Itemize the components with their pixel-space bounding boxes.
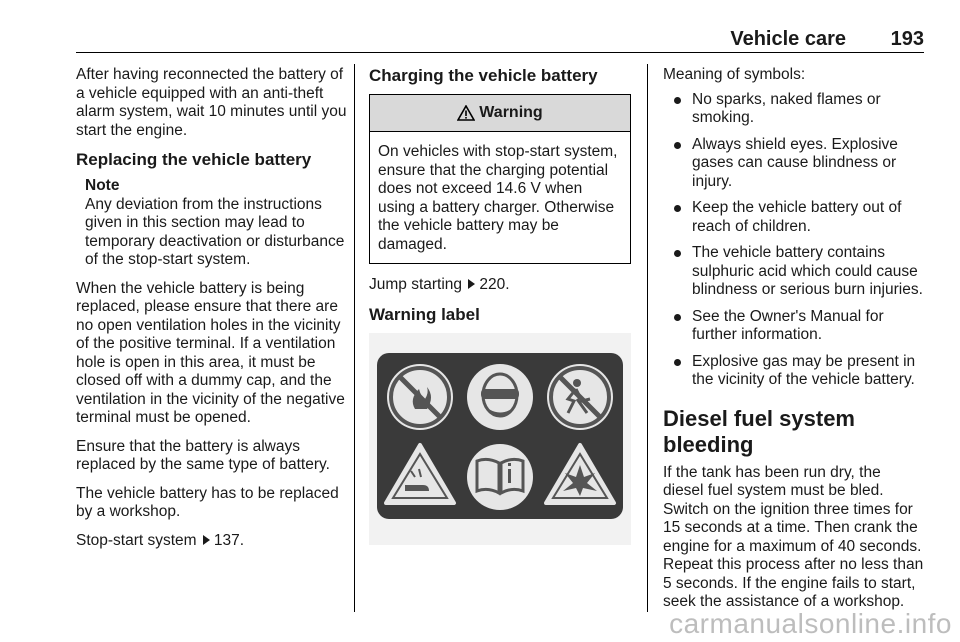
warning-label-image	[369, 333, 631, 545]
section-title: Vehicle care	[730, 28, 846, 50]
paragraph: Ensure that the battery is always replaced by the same type of battery.	[76, 437, 330, 473]
xref-page: 220.	[479, 276, 510, 293]
page-number: 193	[890, 28, 924, 50]
paragraph: When the vehicle battery is being replaced, please ensure that there are no open ventilation holes in the vicinity of the positive terminal. If a ventilation hole is open in this area, it must be closed off with a dummy cap, and the ventilation in the vicinity of the negative terminal must be opened.	[76, 279, 345, 426]
list-item: See the Owner's Manual for further information.	[663, 308, 925, 345]
warning-header	[370, 95, 630, 132]
heading-charging-battery: Charging the vehicle battery	[369, 66, 598, 85]
warning-label-panel	[377, 353, 623, 519]
page-ref-arrow-icon	[468, 279, 475, 289]
no-flames-icon	[387, 364, 453, 430]
read-manual-icon	[467, 444, 533, 510]
explosion-hazard-icon	[546, 445, 614, 503]
page-header	[76, 26, 924, 53]
keep-children-away-icon	[547, 364, 613, 430]
column-divider	[647, 64, 648, 612]
warning-text: On vehicles with stop-start system, ensure that the charging potential does not exceed 14.6 V when using a battery charger. Otherwise the vehicle battery may be damaged.	[378, 143, 618, 253]
list-item: Always shield eyes. Explosive gases can cause blindness or injury.	[663, 136, 925, 192]
warning-box	[369, 94, 631, 264]
warning-title: Warning	[479, 103, 543, 121]
list-item: The vehicle battery contains sulphuric acid which could cause blindness or serious burn injuries.	[663, 244, 925, 300]
symbols-intro: Meaning of symbols:	[663, 66, 806, 83]
symbol-list	[663, 91, 925, 390]
warning-triangle-icon	[457, 105, 475, 121]
note-text: Any deviation from the instructions given in this section may lead to temporary deactivation or disturbance of the stop-start system.	[85, 195, 345, 268]
paragraph: The vehicle battery has to be replaced by a workshop.	[76, 484, 339, 520]
watermark: carmanualsonline.info	[669, 608, 952, 639]
column-1	[76, 66, 348, 560]
heading-diesel-bleeding: Diesel fuel system bleeding	[663, 405, 855, 457]
column-divider	[354, 64, 355, 612]
column-3	[663, 66, 925, 622]
cross-reference[interactable]	[76, 532, 348, 551]
acid-burn-icon	[386, 445, 454, 503]
list-item: No sparks, naked flames or smoking.	[663, 91, 925, 128]
paragraph: After having reconnected the battery of a vehicle equipped with an anti-theft alarm system, wait 10 minutes until you start the engine.	[76, 66, 347, 139]
eye-protection-icon	[467, 364, 533, 430]
xref-text: Stop-start system	[76, 531, 197, 549]
heading-replacing-battery: Replacing the vehicle battery	[76, 150, 312, 169]
paragraph: If the tank has been run dry, the diesel fuel system must be bled. Switch on the ignition three times for 15 seconds at a time. Then crank the engine for a maximum of 40 seconds. Repeat this process after no less than 5 seconds. If the engine fails to start, seek the assistance of a workshop.	[663, 463, 924, 610]
column-2	[369, 66, 631, 545]
list-item: Keep the vehicle battery out of reach of children.	[663, 199, 925, 236]
heading-warning-label: Warning label	[369, 304, 480, 324]
note-block	[85, 177, 348, 270]
cross-reference[interactable]	[369, 276, 631, 295]
page-ref-arrow-icon	[203, 535, 210, 545]
xref-text: Jump starting	[369, 276, 463, 293]
xref-page: 137.	[213, 531, 245, 549]
note-title: Note	[85, 177, 120, 194]
list-item: Explosive gas may be present in the vicinity of the vehicle battery.	[663, 353, 925, 390]
